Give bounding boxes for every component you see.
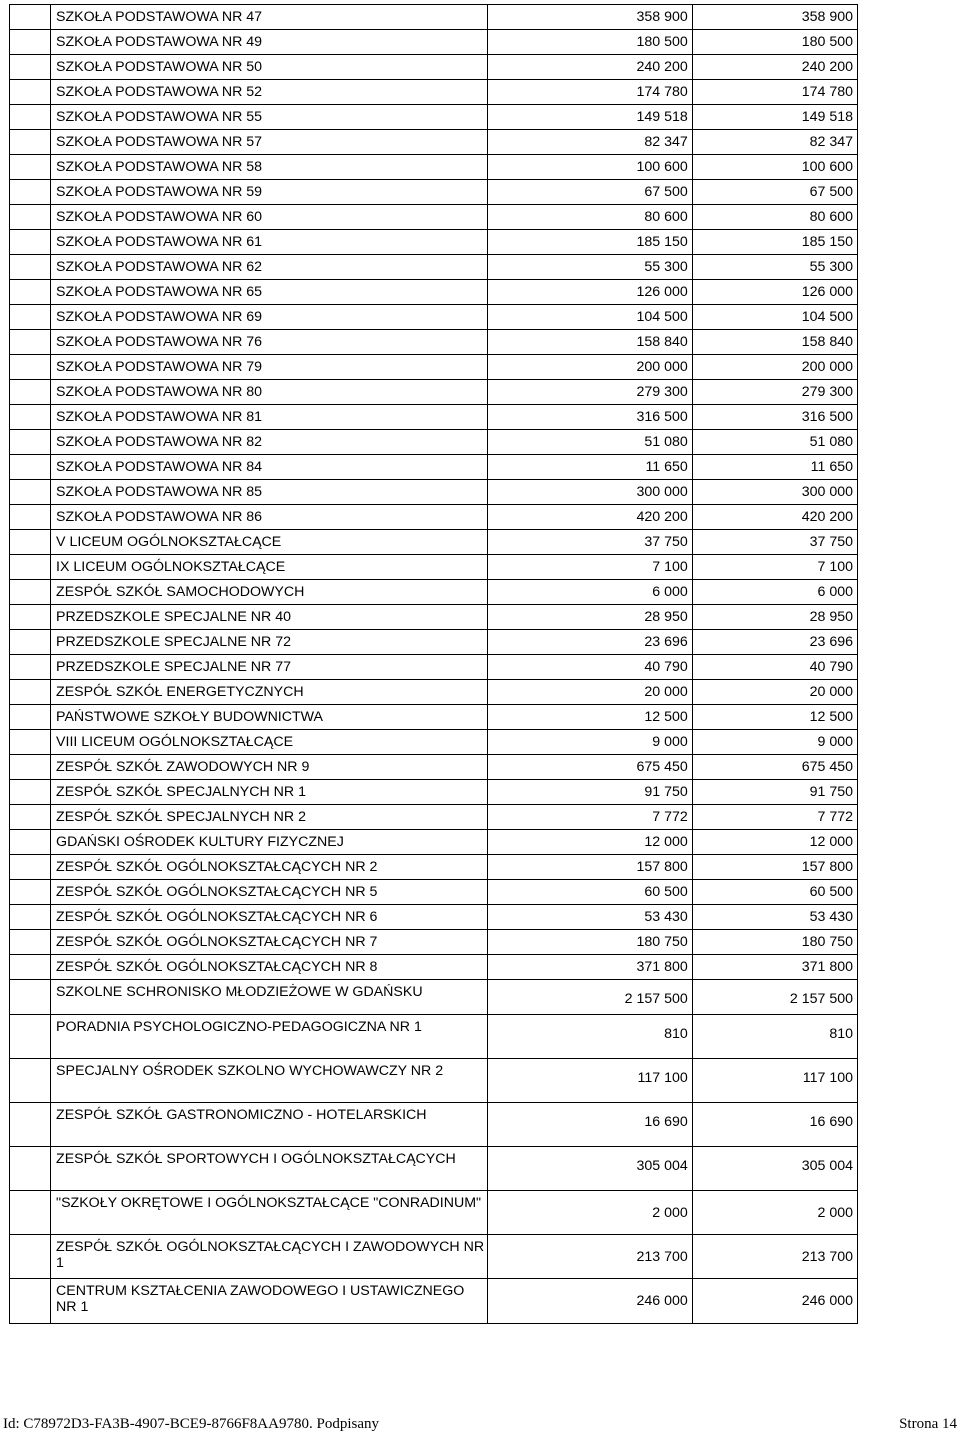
amount-total-cell: 16 690	[692, 1103, 857, 1147]
table-row	[10, 730, 858, 755]
amount-total-cell: 2 000	[692, 1191, 857, 1235]
unit-name-cell: PORADNIA PSYCHOLOGICZNO-PEDAGOGICZNA NR 1	[51, 1015, 488, 1059]
amount-plan-cell: 305 004	[487, 1147, 692, 1191]
row-index-cell	[10, 155, 51, 180]
amount-total-cell: 28 950	[692, 605, 857, 630]
table-row	[10, 30, 858, 55]
row-index-cell	[10, 255, 51, 280]
table-row	[10, 805, 858, 830]
amount-plan-cell: 279 300	[487, 380, 692, 405]
table-row	[10, 580, 858, 605]
amount-total-cell: 37 750	[692, 530, 857, 555]
amount-plan-cell: 51 080	[487, 430, 692, 455]
row-index-cell	[10, 130, 51, 155]
amount-total-cell: 80 600	[692, 205, 857, 230]
unit-name-cell: ZESPÓŁ SZKÓŁ GASTRONOMICZNO - HOTELARSKICH	[51, 1103, 488, 1147]
row-index-cell	[10, 1191, 51, 1235]
unit-name-cell: ZESPÓŁ SZKÓŁ SPORTOWYCH I OGÓLNOKSZTAŁCĄCYCH	[51, 1147, 488, 1191]
row-index-cell	[10, 980, 51, 1015]
amount-plan-cell: 246 000	[487, 1279, 692, 1324]
row-index-cell	[10, 105, 51, 130]
unit-name-cell: SZKOŁA PODSTAWOWA NR 59	[51, 180, 488, 205]
table-row	[10, 555, 858, 580]
table-row	[10, 930, 858, 955]
amount-total-cell: 60 500	[692, 880, 857, 905]
amount-plan-cell: 810	[487, 1015, 692, 1059]
row-index-cell	[10, 530, 51, 555]
row-index-cell	[10, 555, 51, 580]
table-row	[10, 855, 858, 880]
amount-total-cell: 7 772	[692, 805, 857, 830]
row-index-cell	[10, 30, 51, 55]
row-index-cell	[10, 5, 51, 30]
unit-name-cell: ZESPÓŁ SZKÓŁ OGÓLNOKSZTAŁCĄCYCH NR 8	[51, 955, 488, 980]
table-row	[10, 480, 858, 505]
amount-total-cell: 174 780	[692, 80, 857, 105]
amount-total-cell: 810	[692, 1015, 857, 1059]
table-row	[10, 505, 858, 530]
amount-total-cell: 420 200	[692, 505, 857, 530]
unit-name-cell: SZKOŁA PODSTAWOWA NR 52	[51, 80, 488, 105]
amount-plan-cell: 2 000	[487, 1191, 692, 1235]
row-index-cell	[10, 1279, 51, 1324]
row-index-cell	[10, 1015, 51, 1059]
amount-total-cell: 53 430	[692, 905, 857, 930]
unit-name-cell: SZKOŁA PODSTAWOWA NR 86	[51, 505, 488, 530]
unit-name-cell: SZKOŁA PODSTAWOWA NR 69	[51, 305, 488, 330]
table-row	[10, 105, 858, 130]
table-row	[10, 1191, 858, 1235]
page-number: Strona 14	[899, 1416, 957, 1432]
amount-total-cell: 11 650	[692, 455, 857, 480]
amount-plan-cell: 60 500	[487, 880, 692, 905]
amount-total-cell: 7 100	[692, 555, 857, 580]
amount-total-cell: 185 150	[692, 230, 857, 255]
amount-total-cell: 240 200	[692, 55, 857, 80]
budget-table-body	[10, 5, 858, 1324]
amount-plan-cell: 316 500	[487, 405, 692, 430]
amount-total-cell: 305 004	[692, 1147, 857, 1191]
amount-total-cell: 104 500	[692, 305, 857, 330]
unit-name-cell: SZKOŁA PODSTAWOWA NR 81	[51, 405, 488, 430]
row-index-cell	[10, 1059, 51, 1103]
row-index-cell	[10, 230, 51, 255]
amount-plan-cell: 126 000	[487, 280, 692, 305]
amount-total-cell: 213 700	[692, 1235, 857, 1279]
amount-total-cell: 23 696	[692, 630, 857, 655]
row-index-cell	[10, 905, 51, 930]
row-index-cell	[10, 280, 51, 305]
unit-name-cell: ZESPÓŁ SZKÓŁ OGÓLNOKSZTAŁCĄCYCH NR 5	[51, 880, 488, 905]
amount-plan-cell: 23 696	[487, 630, 692, 655]
table-row	[10, 330, 858, 355]
amount-total-cell: 9 000	[692, 730, 857, 755]
table-row	[10, 655, 858, 680]
amount-total-cell: 300 000	[692, 480, 857, 505]
table-row	[10, 155, 858, 180]
amount-plan-cell: 675 450	[487, 755, 692, 780]
unit-name-cell: SZKOŁA PODSTAWOWA NR 60	[51, 205, 488, 230]
unit-name-cell: SZKOŁA PODSTAWOWA NR 61	[51, 230, 488, 255]
amount-plan-cell: 240 200	[487, 55, 692, 80]
unit-name-cell: IX LICEUM OGÓLNOKSZTAŁCĄCE	[51, 555, 488, 580]
row-index-cell	[10, 780, 51, 805]
table-row	[10, 980, 858, 1015]
amount-total-cell: 180 750	[692, 930, 857, 955]
row-index-cell	[10, 605, 51, 630]
amount-plan-cell: 358 900	[487, 5, 692, 30]
amount-plan-cell: 37 750	[487, 530, 692, 555]
row-index-cell	[10, 955, 51, 980]
amount-plan-cell: 55 300	[487, 255, 692, 280]
table-row	[10, 1103, 858, 1147]
row-index-cell	[10, 505, 51, 530]
row-index-cell	[10, 380, 51, 405]
table-row	[10, 780, 858, 805]
row-index-cell	[10, 1103, 51, 1147]
unit-name-cell: ZESPÓŁ SZKÓŁ ZAWODOWYCH NR 9	[51, 755, 488, 780]
unit-name-cell: ZESPÓŁ SZKÓŁ SPECJALNYCH NR 2	[51, 805, 488, 830]
table-row	[10, 455, 858, 480]
row-index-cell	[10, 1147, 51, 1191]
amount-total-cell: 158 840	[692, 330, 857, 355]
amount-total-cell: 55 300	[692, 255, 857, 280]
table-row	[10, 705, 858, 730]
amount-plan-cell: 12 000	[487, 830, 692, 855]
unit-name-cell: ZESPÓŁ SZKÓŁ OGÓLNOKSZTAŁCĄCYCH NR 6	[51, 905, 488, 930]
row-index-cell	[10, 930, 51, 955]
amount-plan-cell: 104 500	[487, 305, 692, 330]
row-index-cell	[10, 805, 51, 830]
amount-plan-cell: 28 950	[487, 605, 692, 630]
row-index-cell	[10, 730, 51, 755]
row-index-cell	[10, 430, 51, 455]
row-index-cell	[10, 455, 51, 480]
unit-name-cell: SZKOŁA PODSTAWOWA NR 76	[51, 330, 488, 355]
amount-total-cell: 149 518	[692, 105, 857, 130]
unit-name-cell: ZESPÓŁ SZKÓŁ OGÓLNOKSZTAŁCĄCYCH NR 2	[51, 855, 488, 880]
amount-total-cell: 100 600	[692, 155, 857, 180]
table-row	[10, 1059, 858, 1103]
unit-name-cell: SZKOŁA PODSTAWOWA NR 55	[51, 105, 488, 130]
row-index-cell	[10, 480, 51, 505]
table-row	[10, 280, 858, 305]
row-index-cell	[10, 830, 51, 855]
amount-total-cell: 246 000	[692, 1279, 857, 1324]
amount-plan-cell: 9 000	[487, 730, 692, 755]
table-row	[10, 230, 858, 255]
table-row	[10, 630, 858, 655]
amount-plan-cell: 11 650	[487, 455, 692, 480]
row-index-cell	[10, 655, 51, 680]
amount-plan-cell: 371 800	[487, 955, 692, 980]
table-row	[10, 755, 858, 780]
unit-name-cell: PRZEDSZKOLE SPECJALNE NR 77	[51, 655, 488, 680]
table-row	[10, 1147, 858, 1191]
row-index-cell	[10, 330, 51, 355]
amount-plan-cell: 158 840	[487, 330, 692, 355]
amount-total-cell: 358 900	[692, 5, 857, 30]
row-index-cell	[10, 55, 51, 80]
amount-plan-cell: 185 150	[487, 230, 692, 255]
table-row	[10, 80, 858, 105]
amount-total-cell: 316 500	[692, 405, 857, 430]
amount-total-cell: 180 500	[692, 30, 857, 55]
amount-plan-cell: 91 750	[487, 780, 692, 805]
row-index-cell	[10, 855, 51, 880]
unit-name-cell: VIII LICEUM OGÓLNOKSZTAŁCĄCE	[51, 730, 488, 755]
table-row	[10, 430, 858, 455]
table-row	[10, 130, 858, 155]
row-index-cell	[10, 580, 51, 605]
amount-plan-cell: 174 780	[487, 80, 692, 105]
amount-total-cell: 82 347	[692, 130, 857, 155]
amount-plan-cell: 82 347	[487, 130, 692, 155]
table-row	[10, 880, 858, 905]
document-id: Id: C78972D3-FA3B-4907-BCE9-8766F8AA9780. Podpisany	[3, 1416, 379, 1432]
amount-plan-cell: 67 500	[487, 180, 692, 205]
table-row	[10, 1235, 858, 1279]
unit-name-cell: ZESPÓŁ SZKÓŁ OGÓLNOKSZTAŁCĄCYCH I ZAWODOWYCH NR 1	[51, 1235, 488, 1279]
unit-name-cell: GDAŃSKI OŚRODEK KULTURY FIZYCZNEJ	[51, 830, 488, 855]
amount-total-cell: 91 750	[692, 780, 857, 805]
unit-name-cell: PAŃSTWOWE SZKOŁY BUDOWNICTWA	[51, 705, 488, 730]
table-row	[10, 530, 858, 555]
amount-plan-cell: 53 430	[487, 905, 692, 930]
amount-plan-cell: 16 690	[487, 1103, 692, 1147]
amount-plan-cell: 149 518	[487, 105, 692, 130]
unit-name-cell: PRZEDSZKOLE SPECJALNE NR 72	[51, 630, 488, 655]
table-row	[10, 605, 858, 630]
table-row	[10, 955, 858, 980]
amount-total-cell: 2 157 500	[692, 980, 857, 1015]
amount-total-cell: 12 000	[692, 830, 857, 855]
row-index-cell	[10, 355, 51, 380]
table-row	[10, 905, 858, 930]
amount-total-cell: 126 000	[692, 280, 857, 305]
row-index-cell	[10, 630, 51, 655]
amount-plan-cell: 157 800	[487, 855, 692, 880]
amount-total-cell: 200 000	[692, 355, 857, 380]
amount-total-cell: 279 300	[692, 380, 857, 405]
unit-name-cell: SZKOŁA PODSTAWOWA NR 85	[51, 480, 488, 505]
row-index-cell	[10, 305, 51, 330]
unit-name-cell: SZKOŁA PODSTAWOWA NR 65	[51, 280, 488, 305]
unit-name-cell: ZESPÓŁ SZKÓŁ SPECJALNYCH NR 1	[51, 780, 488, 805]
unit-name-cell: ZESPÓŁ SZKÓŁ ENERGETYCZNYCH	[51, 680, 488, 705]
unit-name-cell: SZKOŁA PODSTAWOWA NR 57	[51, 130, 488, 155]
unit-name-cell: SPECJALNY OŚRODEK SZKOLNO WYCHOWAWCZY NR 2	[51, 1059, 488, 1103]
amount-total-cell: 40 790	[692, 655, 857, 680]
row-index-cell	[10, 680, 51, 705]
table-row	[10, 55, 858, 80]
row-index-cell	[10, 180, 51, 205]
table-row	[10, 180, 858, 205]
amount-plan-cell: 6 000	[487, 580, 692, 605]
unit-name-cell: SZKOŁA PODSTAWOWA NR 50	[51, 55, 488, 80]
table-row	[10, 830, 858, 855]
amount-plan-cell: 213 700	[487, 1235, 692, 1279]
unit-name-cell: SZKOŁA PODSTAWOWA NR 79	[51, 355, 488, 380]
row-index-cell	[10, 755, 51, 780]
table-row	[10, 205, 858, 230]
unit-name-cell: SZKOŁA PODSTAWOWA NR 62	[51, 255, 488, 280]
amount-plan-cell: 100 600	[487, 155, 692, 180]
amount-plan-cell: 180 750	[487, 930, 692, 955]
amount-plan-cell: 300 000	[487, 480, 692, 505]
unit-name-cell: SZKOŁA PODSTAWOWA NR 82	[51, 430, 488, 455]
unit-name-cell: CENTRUM KSZTAŁCENIA ZAWODOWEGO I USTAWICZNEGO NR 1	[51, 1279, 488, 1324]
amount-plan-cell: 12 500	[487, 705, 692, 730]
table-row	[10, 1015, 858, 1059]
unit-name-cell: SZKOŁA PODSTAWOWA NR 58	[51, 155, 488, 180]
table-row	[10, 305, 858, 330]
amount-plan-cell: 200 000	[487, 355, 692, 380]
unit-name-cell: ZESPÓŁ SZKÓŁ OGÓLNOKSZTAŁCĄCYCH NR 7	[51, 930, 488, 955]
table-row	[10, 355, 858, 380]
unit-name-cell: V LICEUM OGÓLNOKSZTAŁCĄCE	[51, 530, 488, 555]
unit-name-cell: SZKOŁA PODSTAWOWA NR 80	[51, 380, 488, 405]
amount-total-cell: 67 500	[692, 180, 857, 205]
table-row	[10, 380, 858, 405]
amount-plan-cell: 20 000	[487, 680, 692, 705]
unit-name-cell: "SZKOŁY OKRĘTOWE I OGÓLNOKSZTAŁCĄCE "CONRADINUM"	[51, 1191, 488, 1235]
row-index-cell	[10, 205, 51, 230]
amount-plan-cell: 2 157 500	[487, 980, 692, 1015]
unit-name-cell: PRZEDSZKOLE SPECJALNE NR 40	[51, 605, 488, 630]
amount-plan-cell: 80 600	[487, 205, 692, 230]
amount-total-cell: 157 800	[692, 855, 857, 880]
unit-name-cell: SZKOŁA PODSTAWOWA NR 49	[51, 30, 488, 55]
row-index-cell	[10, 880, 51, 905]
amount-plan-cell: 180 500	[487, 30, 692, 55]
budget-table	[9, 4, 858, 1324]
unit-name-cell: ZESPÓŁ SZKÓŁ SAMOCHODOWYCH	[51, 580, 488, 605]
amount-total-cell: 6 000	[692, 580, 857, 605]
row-index-cell	[10, 80, 51, 105]
row-index-cell	[10, 1235, 51, 1279]
row-index-cell	[10, 705, 51, 730]
unit-name-cell: SZKOLNE SCHRONISKO MŁODZIEŻOWE W GDAŃSKU	[51, 980, 488, 1015]
table-row	[10, 1279, 858, 1324]
amount-plan-cell: 7 772	[487, 805, 692, 830]
amount-plan-cell: 117 100	[487, 1059, 692, 1103]
amount-total-cell: 371 800	[692, 955, 857, 980]
unit-name-cell: SZKOŁA PODSTAWOWA NR 47	[51, 5, 488, 30]
amount-total-cell: 51 080	[692, 430, 857, 455]
amount-total-cell: 12 500	[692, 705, 857, 730]
amount-plan-cell: 420 200	[487, 505, 692, 530]
table-row	[10, 5, 858, 30]
table-row	[10, 405, 858, 430]
amount-plan-cell: 40 790	[487, 655, 692, 680]
amount-total-cell: 675 450	[692, 755, 857, 780]
table-row	[10, 255, 858, 280]
row-index-cell	[10, 405, 51, 430]
table-row	[10, 680, 858, 705]
amount-total-cell: 117 100	[692, 1059, 857, 1103]
unit-name-cell: SZKOŁA PODSTAWOWA NR 84	[51, 455, 488, 480]
amount-total-cell: 20 000	[692, 680, 857, 705]
amount-plan-cell: 7 100	[487, 555, 692, 580]
